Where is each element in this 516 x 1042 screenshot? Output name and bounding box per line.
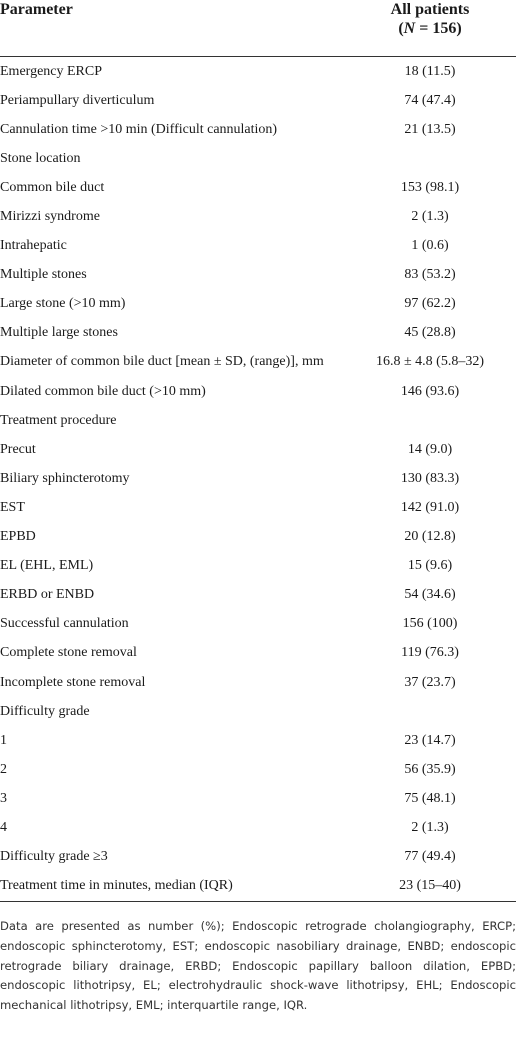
- table-row: [0, 115, 516, 144]
- row-value: 45 (28.8): [404, 325, 456, 341]
- n-value: = 156): [415, 20, 462, 37]
- row-value: 146 (93.6): [400, 383, 460, 399]
- row-value: 153 (98.1): [400, 179, 460, 195]
- row-value: 56 (35.9): [404, 761, 456, 777]
- table-row: [0, 57, 516, 87]
- column-header-all-patients: [344, 0, 516, 57]
- table-row: [0, 697, 516, 726]
- row-parameter: Dilated common bile duct (>10 mm): [0, 383, 206, 399]
- row-value: 14 (9.0): [407, 441, 453, 457]
- table-row: [0, 144, 516, 173]
- table-footnote: Data are presented as number (%); Endoscopic retrograde cholangiography, ERCP; endoscopic sphincterotomy, EST; endoscopic nasobiliary drainage, ENBD; endoscopic retrograde biliary drainage, ERBD; Endoscopic papillary balloon dilation, EPBD; endoscopic lithotripsy, EL; electrohydraulic shock-wave lithotripsy, EHL; Endoscopic mechanical lithotripsy, EML; interquartile range, IQR.: [0, 919, 516, 1013]
- table-row: [0, 784, 516, 813]
- row-parameter: Periampullary diverticulum: [0, 92, 155, 108]
- row-value: 20 (12.8): [404, 529, 456, 545]
- row-parameter: ERBD or ENBD: [0, 587, 95, 603]
- row-value: 1 (0.6): [411, 238, 449, 254]
- row-value: [344, 144, 516, 173]
- row-parameter: Cannulation time >10 min (Difficult cannulation): [0, 121, 278, 137]
- row-parameter: Multiple large stones: [0, 325, 118, 341]
- column-header-parameter: Parameter: [0, 0, 344, 57]
- row-parameter: Multiple stones: [0, 267, 87, 283]
- row-value: 23 (15–40): [344, 872, 516, 902]
- table-row: [0, 290, 516, 319]
- row-parameter: Difficulty grade ≥3: [0, 849, 108, 865]
- row-parameter: 4: [0, 819, 7, 835]
- table-row: [0, 872, 516, 902]
- row-parameter: EPBD: [0, 529, 36, 545]
- row-parameter: Diameter of common bile duct [mean ± SD, (range)], mm: [0, 354, 324, 370]
- row-value: 83 (53.2): [404, 267, 456, 283]
- table-row: [0, 668, 516, 697]
- row-parameter: Mirizzi syndrome: [0, 209, 100, 225]
- row-value: [344, 406, 516, 435]
- table-row: [0, 348, 516, 377]
- table-body: [0, 57, 516, 902]
- table-row: [0, 319, 516, 348]
- row-parameter: Large stone (>10 mm): [0, 296, 126, 312]
- table-row: [0, 610, 516, 639]
- table-row: [0, 86, 516, 115]
- all-patients-count: [345, 19, 515, 38]
- row-parameter: EL (EHL, EML): [0, 558, 94, 574]
- table-row: [0, 261, 516, 290]
- row-parameter: Intrahepatic: [0, 238, 67, 254]
- table-row: [0, 464, 516, 493]
- row-value: 15 (9.6): [407, 558, 453, 574]
- row-parameter: Complete stone removal: [0, 645, 137, 661]
- table-row: [0, 523, 516, 552]
- row-parameter: 3: [0, 790, 7, 806]
- row-value: 77 (49.4): [404, 849, 456, 865]
- row-parameter: Incomplete stone removal: [0, 674, 146, 690]
- table-row: [0, 552, 516, 581]
- row-parameter: Common bile duct: [0, 179, 105, 195]
- row-value: 74 (47.4): [404, 92, 456, 108]
- table-row: [0, 377, 516, 406]
- row-parameter: Successful cannulation: [0, 616, 129, 632]
- row-parameter: EST: [0, 499, 25, 515]
- table-row: [0, 843, 516, 872]
- row-value: 97 (62.2): [404, 296, 456, 312]
- row-value: 21 (13.5): [404, 121, 456, 137]
- row-value: 2 (1.3): [411, 819, 449, 835]
- table-row: [0, 173, 516, 202]
- row-parameter: Treatment procedure: [0, 412, 117, 428]
- table-row: [0, 406, 516, 435]
- table-row: [0, 232, 516, 261]
- row-parameter: Difficulty grade: [0, 703, 90, 719]
- table-header-row: [0, 0, 516, 57]
- row-value: [344, 697, 516, 726]
- row-parameter: 2: [0, 761, 7, 777]
- row-value: 130 (83.3): [400, 470, 460, 486]
- table-row: [0, 726, 516, 755]
- row-parameter: Emergency ERCP: [0, 63, 103, 79]
- row-value: 54 (34.6): [404, 587, 456, 603]
- table-row: [0, 581, 516, 610]
- table-row: [0, 639, 516, 668]
- row-value: 37 (23.7): [404, 674, 456, 690]
- table-row: [0, 493, 516, 522]
- row-value: 2 (1.3): [411, 209, 449, 225]
- table-row: [0, 755, 516, 784]
- table-row: [0, 435, 516, 464]
- row-value: 16.8 ± 4.8 (5.8–32): [375, 354, 484, 370]
- row-value: 119 (76.3): [401, 645, 459, 661]
- row-value: 156 (100): [402, 616, 458, 632]
- row-value: 23 (14.7): [404, 732, 456, 748]
- row-value: 142 (91.0): [400, 499, 460, 515]
- n-symbol: N: [403, 20, 416, 37]
- row-value: 18 (11.5): [404, 63, 456, 79]
- paren-open: (: [398, 20, 404, 37]
- all-patients-label: All patients: [390, 1, 470, 18]
- row-parameter: Stone location: [0, 150, 81, 166]
- row-value: 75 (48.1): [404, 790, 456, 806]
- row-parameter: 1: [0, 732, 7, 748]
- row-parameter: Biliary sphincterotomy: [0, 470, 130, 486]
- row-parameter: Treatment time in minutes, median (IQR): [0, 872, 344, 902]
- table-row: [0, 813, 516, 842]
- row-parameter: Precut: [0, 441, 36, 457]
- table-row: [0, 202, 516, 231]
